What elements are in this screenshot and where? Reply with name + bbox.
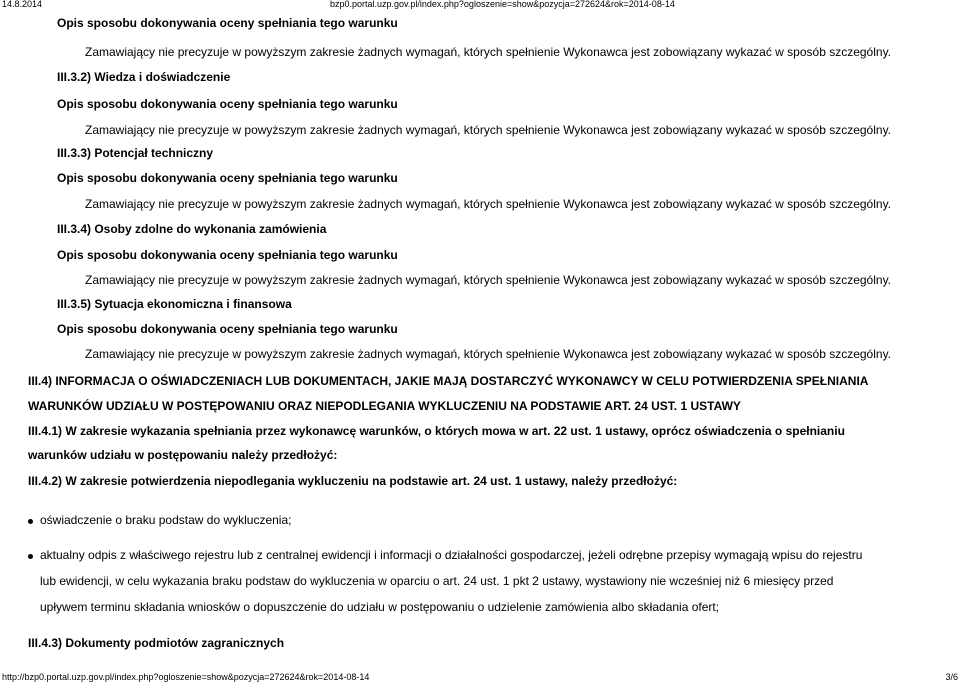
page-number: 3/6 <box>945 672 958 682</box>
list-item-odpis-line3: upływem terminu składania wniosków o dopuszczenie do udziału w postępowaniu o udzielenie zamówienia albo składania ofert; <box>40 600 720 614</box>
section-iii4-heading-line1: III.4) INFORMACJA O OŚWIADCZENIACH LUB DOKUMENTACH, JAKIE MAJĄ DOSTARCZYĆ WYKONAWCY W CELU POTWIERDZENIA SPEŁNIANIA <box>28 374 869 388</box>
section-iii41-line2: warunków udziału w postępowaniu należy przedłożyć: <box>28 448 338 462</box>
section-sytuacja: III.3.5) Sytuacja ekonomiczna i finansowa <box>57 297 292 311</box>
zamawiajacy-text-2: Zamawiający nie precyzuje w powyższym zakresie żadnych wymagań, których spełnienie Wykonawca jest zobowiązany wykazać w sposób szczególny. <box>85 123 892 137</box>
section-iii43: III.4.3) Dokumenty podmiotów zagranicznych <box>28 636 285 650</box>
section-osoby: III.3.4) Osoby zdolne do wykonania zamówienia <box>57 222 327 236</box>
list-item-odpis-line2: lub ewidencji, w celu wykazania braku podstaw do wykluczenia w oparciu o art. 24 ust. 1 pkt 2 ustawy, wystawiony nie wcześniej niż 6 miesięcy przed <box>40 574 834 588</box>
zamawiajacy-text-4: Zamawiający nie precyzuje w powyższym zakresie żadnych wymagań, których spełnienie Wykonawca jest zobowiązany wykazać w sposób szczególny. <box>85 273 892 287</box>
print-footer-url: http://bzp0.portal.uzp.gov.pl/index.php?ogloszenie=show&pozycja=272624&rok=2014-08-14 <box>2 672 370 682</box>
opis-heading-3: Opis sposobu dokonywania oceny spełniania tego warunku <box>57 171 398 185</box>
section-iii4-heading-line2: WARUNKÓW UDZIAŁU W POSTĘPOWANIU ORAZ NIEPODLEGANIA WYKLUCZENIU NA PODSTAWIE ART. 24 UST. 1 USTAWY <box>28 399 741 413</box>
zamawiajacy-text-3: Zamawiający nie precyzuje w powyższym zakresie żadnych wymagań, których spełnienie Wykonawca jest zobowiązany wykazać w sposób szczególny. <box>85 197 892 211</box>
section-iii41-line1: III.4.1) W zakresie wykazania spełniania przez wykonawcę warunków, o których mowa w art. 22 ust. 1 ustawy, oprócz oświadczenia o spełnianiu <box>28 424 845 438</box>
opis-heading-5: Opis sposobu dokonywania oceny spełniania tego warunku <box>57 322 398 336</box>
section-potencjal: III.3.3) Potencjał techniczny <box>57 146 214 160</box>
opis-heading-4: Opis sposobu dokonywania oceny spełniania tego warunku <box>57 248 398 262</box>
list-item-odpis-line1: aktualny odpis z właściwego rejestru lub z centralnej ewidencji i informacji o działalności gospodarczej, jeżeli odrębne przepisy wymagają wpisu do rejestru <box>40 548 863 562</box>
section-iii42: III.4.2) W zakresie potwierdzenia niepodlegania wykluczeniu na podstawie art. 24 ust. 1 ustawy, należy przedłożyć: <box>28 474 678 488</box>
zamawiajacy-text-1: Zamawiający nie precyzuje w powyższym zakresie żadnych wymagań, których spełnienie Wykonawca jest zobowiązany wykazać w sposób szczególny. <box>85 45 892 59</box>
opis-heading-2: Opis sposobu dokonywania oceny spełniania tego warunku <box>57 97 398 111</box>
bullet-icon <box>28 519 33 524</box>
list-item-oswiadczenie: oświadczenie o braku podstaw do wykluczenia; <box>40 513 292 527</box>
zamawiajacy-text-5: Zamawiający nie precyzuje w powyższym zakresie żadnych wymagań, których spełnienie Wykonawca jest zobowiązany wykazać w sposób szczególny. <box>85 347 892 361</box>
bullet-icon <box>28 554 33 559</box>
print-date: 14.8.2014 <box>2 0 43 9</box>
section-wiedza: III.3.2) Wiedza i doświadczenie <box>57 70 231 84</box>
print-header-url: bzp0.portal.uzp.gov.pl/index.php?ogloszenie=show&pozycja=272624&rok=2014-08-14 <box>330 0 675 9</box>
opis-heading-1: Opis sposobu dokonywania oceny spełniania tego warunku <box>57 16 398 30</box>
